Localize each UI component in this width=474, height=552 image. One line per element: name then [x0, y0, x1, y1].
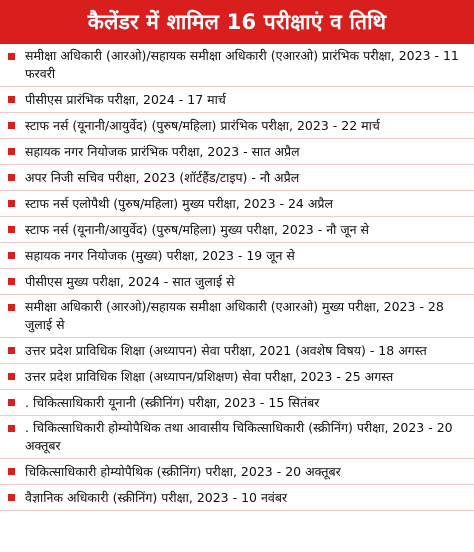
exam-entry: समीक्षा अधिकारी (आरओ)/सहायक समीक्षा अधिकारी (एआरओ) प्रारंभिक परीक्षा, 2023 - 11 फरवरी — [25, 48, 459, 81]
list-item — [0, 217, 474, 243]
square-bullet-icon — [8, 174, 15, 181]
square-bullet-icon — [8, 468, 15, 475]
exam-entry: . चिकित्साधिकारी होम्योपैथिक तथा आवासीय चिकित्साधिकारी (स्क्रीनिंग) परीक्षा, 2023 - 20 अक्तूबर — [25, 420, 453, 453]
square-bullet-icon — [8, 399, 15, 406]
exam-entry: वैज्ञानिक अधिकारी (स्क्रीनिंग) परीक्षा, 2023 - 10 नवंबर — [25, 490, 288, 505]
list-item — [0, 338, 474, 364]
square-bullet-icon — [8, 53, 15, 60]
square-bullet-icon — [8, 425, 15, 432]
list-item — [0, 139, 474, 165]
exam-entry: स्टाफ नर्स (यूनानी/आयुर्वेद) (पुरुष/महिला) प्रारंभिक परीक्षा, 2023 - 22 मार्च — [25, 118, 380, 133]
page-title-banner — [0, 0, 474, 44]
exam-entry: समीक्षा अधिकारी (आरओ)/सहायक समीक्षा अधिकारी (एआरओ) मुख्य परीक्षा, 2023 - 28 जुलाई से — [25, 299, 444, 332]
square-bullet-icon — [8, 148, 15, 155]
exam-entry: सहायक नगर नियोजक (मुख्य) परीक्षा, 2023 - 19 जून से — [25, 248, 295, 263]
square-bullet-icon — [8, 494, 15, 501]
list-item — [0, 416, 474, 459]
square-bullet-icon — [8, 252, 15, 259]
list-item — [0, 165, 474, 191]
exam-list — [0, 44, 474, 511]
list-item — [0, 87, 474, 113]
list-item — [0, 295, 474, 338]
exam-entry: उत्तर प्रदेश प्राविधिक शिक्षा (अध्यापन) सेवा परीक्षा, 2021 (अवशेष विषय) - 18 अगस्त — [25, 343, 427, 358]
list-item — [0, 113, 474, 139]
exam-entry: स्टाफ नर्स एलोपैथी (पुरुष/महिला) मुख्य परीक्षा, 2023 - 24 अप्रैल — [25, 196, 333, 211]
square-bullet-icon — [8, 200, 15, 207]
page-title: कैलेंडर में शामिल 16 परीक्षाएं व तिथि — [87, 10, 387, 34]
square-bullet-icon — [8, 226, 15, 233]
list-item — [0, 269, 474, 295]
list-item — [0, 191, 474, 217]
square-bullet-icon — [8, 278, 15, 285]
list-item — [0, 44, 474, 87]
exam-entry: चिकित्साधिकारी होम्योपैथिक (स्क्रीनिंग) परीक्षा, 2023 - 20 अक्तूबर — [25, 464, 341, 479]
square-bullet-icon — [8, 122, 15, 129]
exam-entry: . चिकित्साधिकारी यूनानी (स्क्रीनिंग) परीक्षा, 2023 - 15 सितंबर — [25, 395, 320, 410]
list-item — [0, 485, 474, 511]
list-item — [0, 459, 474, 485]
exam-entry: अपर निजी सचिव परीक्षा, 2023 (शॉर्टहैंड/टाइप) - नौ अप्रैल — [25, 170, 300, 185]
list-item — [0, 243, 474, 269]
exam-entry: सहायक नगर नियोजक प्रारंभिक परीक्षा, 2023 - सात अप्रैल — [25, 144, 300, 159]
square-bullet-icon — [8, 304, 15, 311]
list-item — [0, 364, 474, 390]
exam-entry: पीसीएस मुख्य परीक्षा, 2024 - सात जुलाई से — [25, 274, 235, 289]
exam-entry: पीसीएस प्रारंभिक परीक्षा, 2024 - 17 मार्च — [25, 92, 226, 107]
square-bullet-icon — [8, 347, 15, 354]
exam-entry: स्टाफ नर्स (यूनानी/आयुर्वेद) (पुरुष/महिला) मुख्य परीक्षा, 2023 - नौ जून से — [25, 222, 369, 237]
exam-entry: उत्तर प्रदेश प्राविधिक शिक्षा (अध्यापन/प्रशिक्षण) सेवा परीक्षा, 2023 - 25 अगस्त — [25, 369, 394, 384]
square-bullet-icon — [8, 373, 15, 380]
list-item — [0, 390, 474, 416]
square-bullet-icon — [8, 96, 15, 103]
